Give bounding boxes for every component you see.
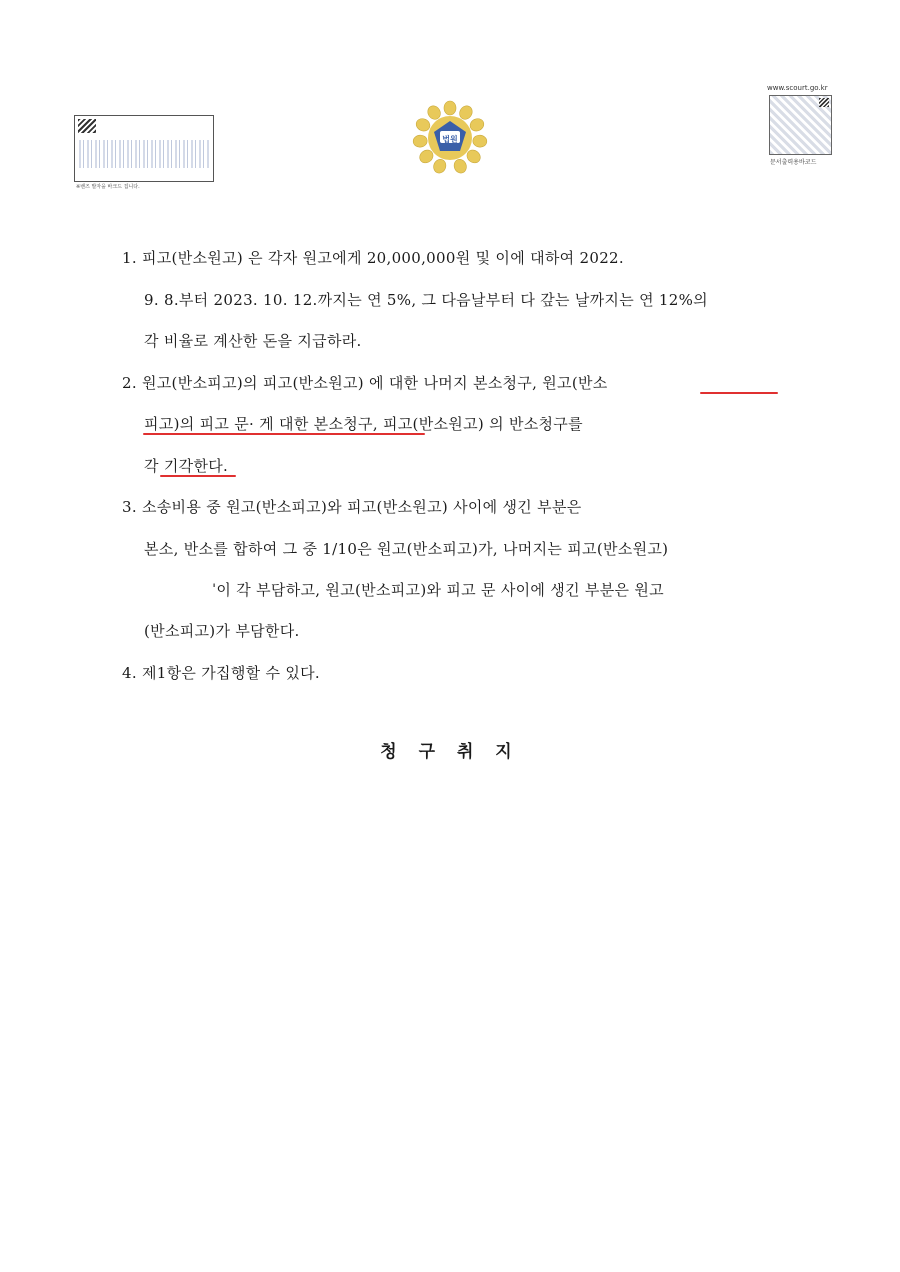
item-2-line-3: 각 기각한다. [144,457,229,475]
barcode-pattern [79,140,209,168]
red-underline-3 [160,475,236,477]
barcode-corner-mark [78,119,96,133]
red-underline-1 [700,392,778,394]
qr-code-box [769,95,832,155]
court-site-url: www.scourt.go.kr [767,84,828,92]
barcode-caption: ※밴즈 발자을 바크드 집니다. [76,184,140,190]
item-4-line-1: 4. 제1항은 가집행할 수 있다. [122,664,320,682]
item-1-line-2: 9. 8.부터 2023. 10. 12.까지는 연 5%, 그 다음날부터 다 갚는 날까지는 연 12%의 [144,291,708,309]
section-heading: 청 구 취 지 [380,742,520,762]
qr-caption: 문서출력용바코드 [770,159,817,166]
court-seal-emblem [410,100,490,176]
item-3-line-3: ˈ이 각 부담하고, 원고(반소피고)와 피고 문 사이에 생긴 부분은 원고 [212,581,664,599]
item-2-line-1: 2. 원고(반소피고)의 피고(반소원고) 에 대한 나머지 본소청구, 원고(반소 [122,374,608,392]
seal-text: 법원 [442,135,458,144]
red-underline-2 [143,433,425,435]
qr-corner-mark [819,98,829,107]
item-1-line-1: 1. 피고(반소원고) 은 각자 원고에게 20,000,000원 및 이에 대하여 2022. [122,249,624,267]
barcode-box [74,115,214,182]
item-3-line-2: 본소, 반소를 합하여 그 중 1/10은 원고(반소피고)가, 나머지는 피고(반소원고) [144,540,669,558]
item-3-line-1: 3. 소송비용 중 원고(반소피고)와 피고(반소원고) 사이에 생긴 부분은 [122,498,582,516]
item-3-line-4: (반소피고)가 부담한다. [144,622,300,640]
item-2-line-2: 피고)의 피고 문· 게 대한 본소청구, 피고(반소원고) 의 반소청구를 [144,415,583,433]
item-1-line-3: 각 비율로 계산한 돈을 지급하라. [144,332,362,350]
